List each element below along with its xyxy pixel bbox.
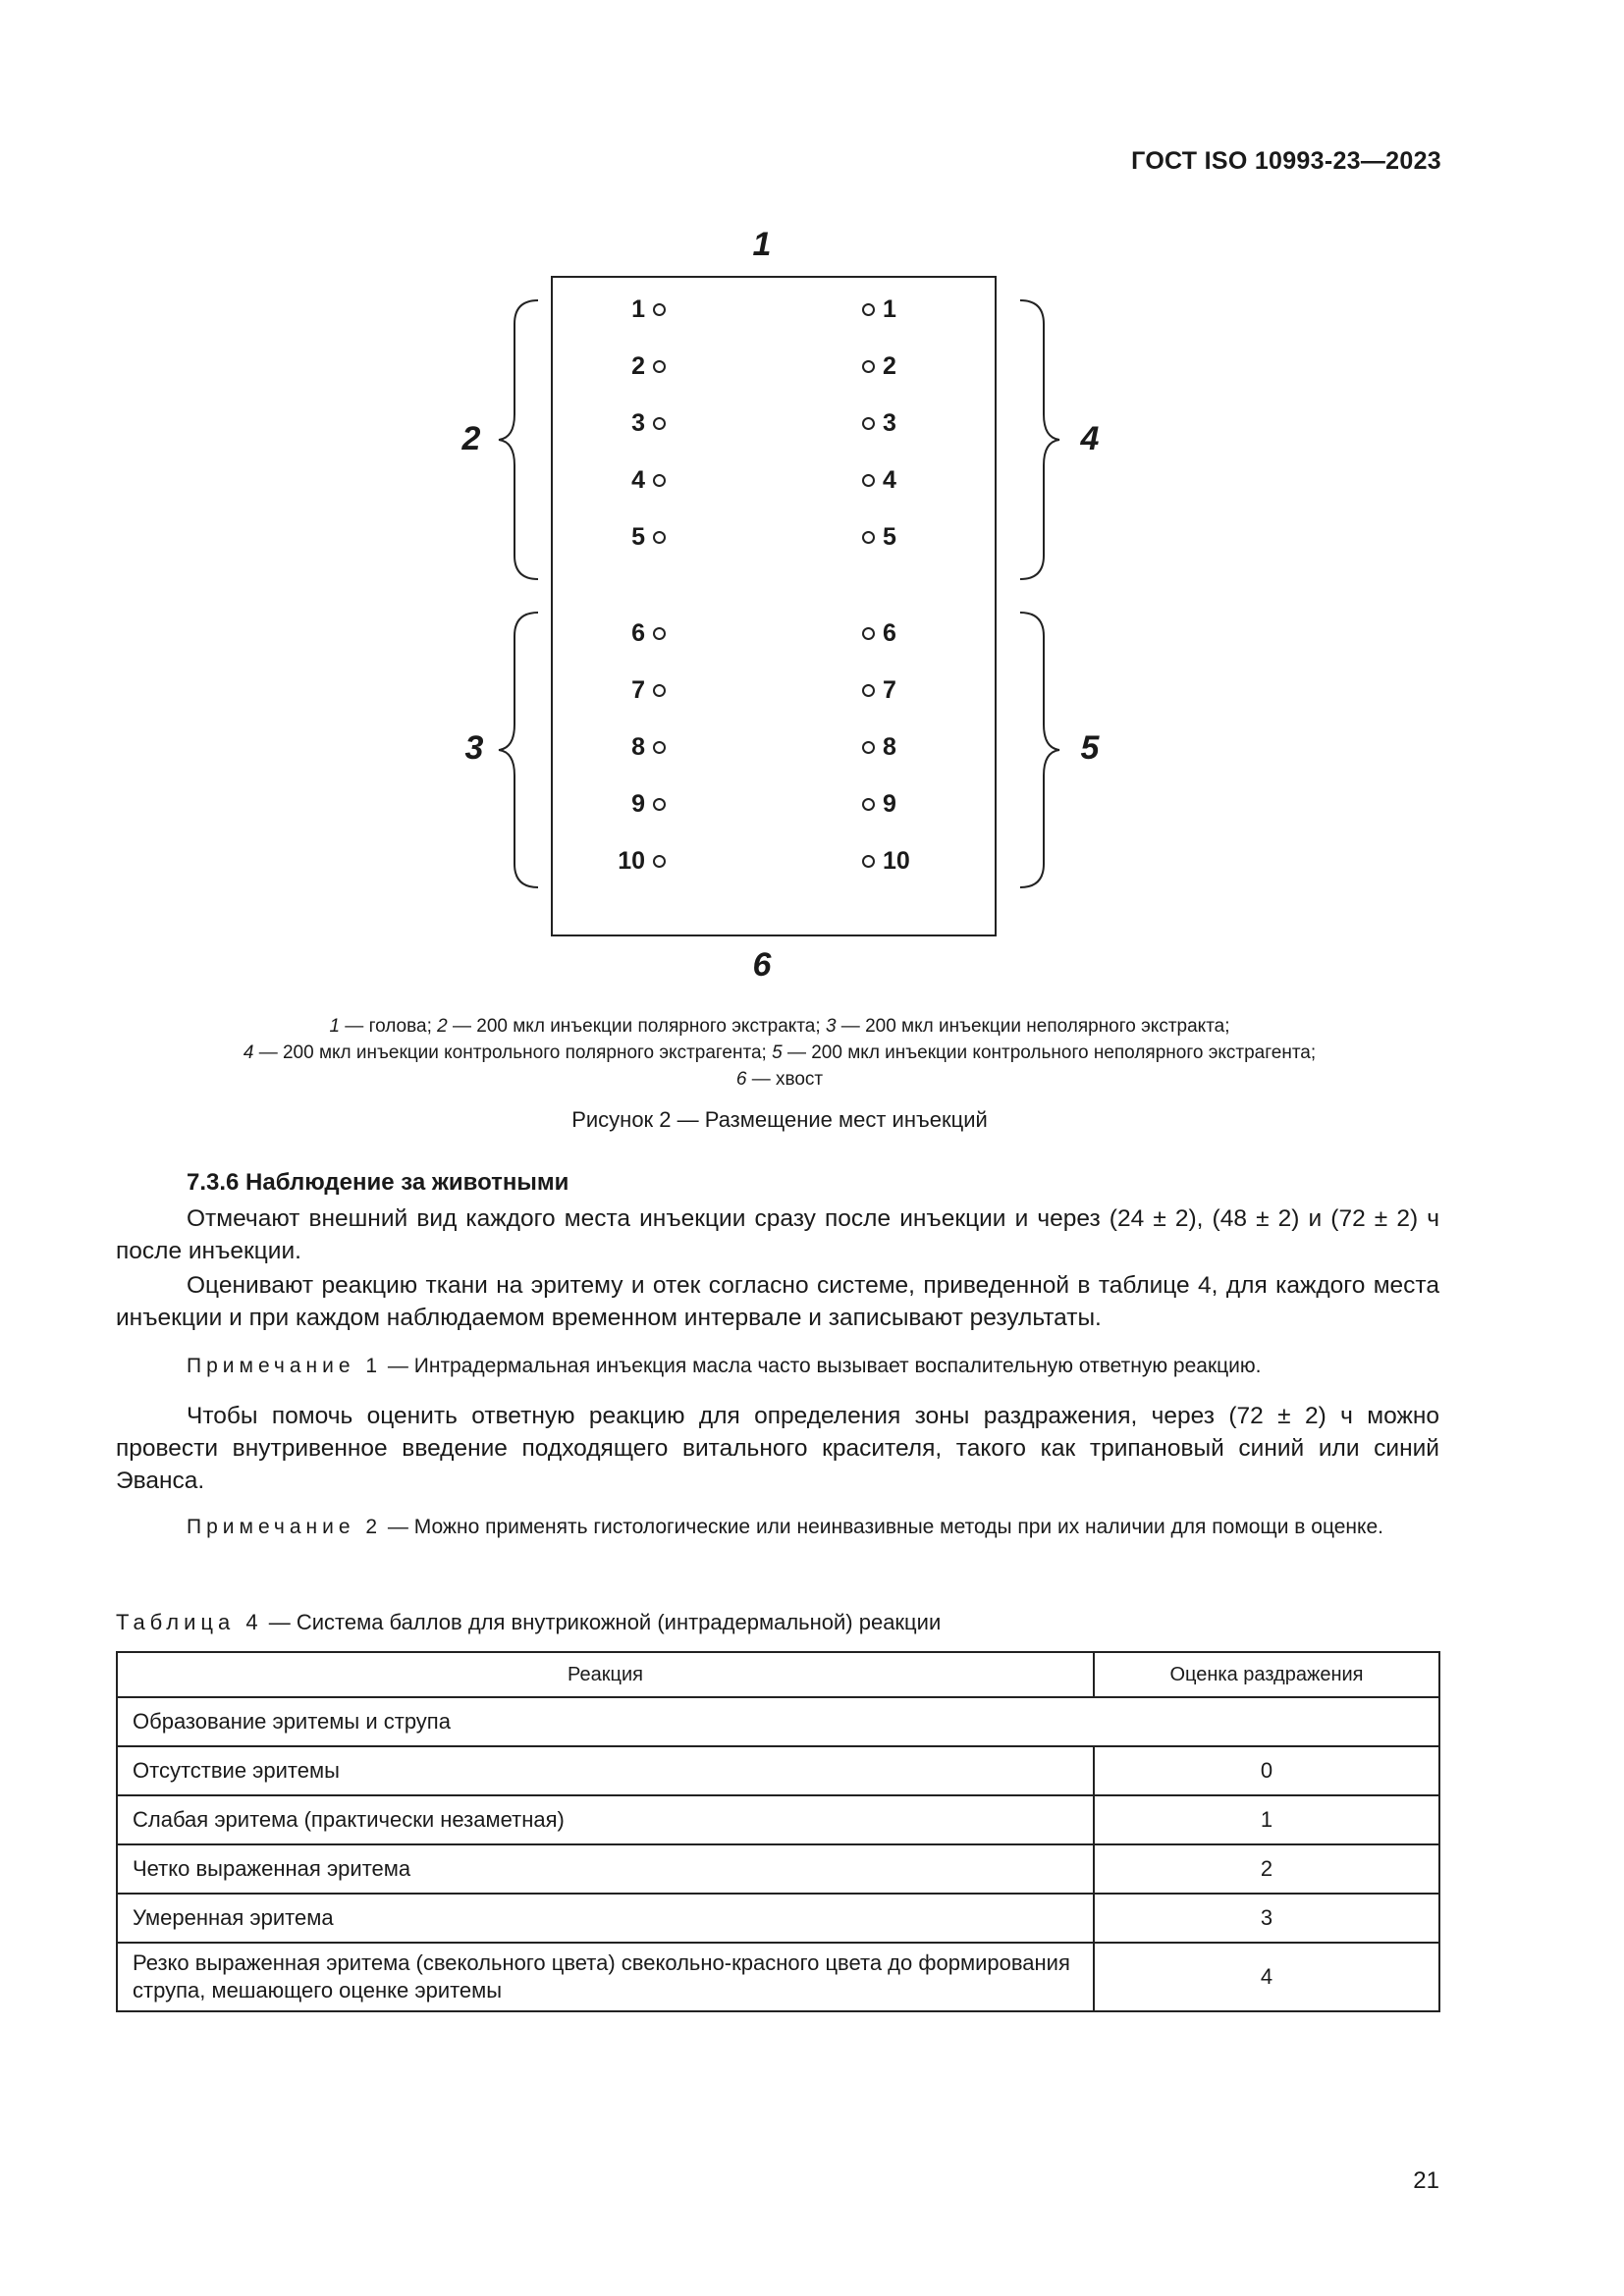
score-cell: 2: [1094, 1844, 1439, 1894]
site-number: 4: [883, 466, 896, 494]
figure-label-left-bottom: 3: [464, 729, 484, 767]
injection-site-figure: [0, 0, 1624, 982]
table-row: [117, 1943, 1439, 2011]
table-title-label: Таблица 4: [116, 1610, 263, 1634]
note-2: [116, 1513, 1439, 1542]
left-bottom-brace: [499, 613, 538, 887]
left-top-brace: [499, 300, 538, 579]
group-cell: Образование эритемы и струпа: [117, 1697, 1439, 1746]
legend-num: 6: [735, 1069, 747, 1090]
site-number: 2: [883, 352, 896, 380]
note-2-label: Примечание 2: [187, 1516, 383, 1538]
reaction-cell: Четко выраженная эритема: [117, 1844, 1094, 1894]
paragraph-observation: Отмечают внешний вид каждого места инъекции сразу после инъекции и через (24 ± 2), (48 ± 2) и (72 ± 2) ч после инъекции.: [116, 1205, 1439, 1264]
legend-num: 5: [772, 1042, 783, 1063]
site-number: 1: [883, 295, 896, 323]
figure-label-right-bottom: 5: [1080, 729, 1100, 767]
site-number: 3: [631, 409, 645, 437]
note-1-text: — Интрадермальная инъекция масла часто вызывает воспалительную ответную реакцию.: [382, 1355, 1262, 1377]
page-number: 21: [1413, 2167, 1439, 2194]
figure-label-right-top: 4: [1080, 420, 1100, 457]
table-row: [117, 1746, 1439, 1795]
irritation-score-table: [116, 1651, 1440, 2012]
right-top-brace: [1020, 300, 1059, 579]
figure-caption: Рисунок 2 — Размещение мест инъекций: [571, 1107, 988, 1132]
legend-text: — 200 мкл инъекции контрольного полярного экстрагента;: [253, 1042, 773, 1063]
score-cell: 3: [1094, 1894, 1439, 1943]
site-number: 8: [883, 733, 896, 761]
column-header-score: Оценка раздражения: [1094, 1652, 1439, 1697]
site-number: 9: [631, 790, 645, 818]
score-cell: 0: [1094, 1746, 1439, 1795]
legend-text: — 200 мкл инъекции неполярного экстракта;: [836, 1016, 1230, 1037]
figure-label-left-top: 2: [461, 420, 481, 457]
note-1: [116, 1352, 1439, 1381]
site-number: 5: [883, 523, 896, 551]
section-title: 7.3.6 Наблюдение за животными: [187, 1169, 569, 1196]
site-number: 8: [631, 733, 645, 761]
figure-label-tail: 6: [752, 946, 772, 984]
legend-text: — хвост: [746, 1069, 824, 1090]
column-header-reaction: Реакция: [117, 1652, 1094, 1697]
site-number: 1: [631, 295, 645, 323]
legend-num: 3: [825, 1016, 837, 1037]
grouping-braces: [0, 0, 1624, 982]
site-number: 9: [883, 790, 896, 818]
site-number: 6: [883, 619, 896, 647]
site-number: 5: [631, 523, 645, 551]
reaction-cell: Резко выраженная эритема (свекольного цвета) свекольно-красного цвета до формирования струпа, мешающего оценке эритемы: [117, 1943, 1094, 2011]
legend-text: — голова;: [340, 1016, 438, 1037]
site-number: 3: [883, 409, 896, 437]
site-number: 2: [631, 352, 645, 380]
table-row: [117, 1844, 1439, 1894]
note-1-label: Примечание 1: [187, 1355, 383, 1377]
legend-text: — 200 мкл инъекции контрольного неполярного экстрагента;: [782, 1042, 1317, 1063]
table-row: [117, 1894, 1439, 1943]
site-number: 7: [631, 676, 645, 704]
score-cell: 1: [1094, 1795, 1439, 1844]
site-number: 6: [631, 619, 645, 647]
document-header: ГОСТ ISO 10993-23—2023: [1131, 147, 1441, 175]
table-group-row: [117, 1697, 1439, 1746]
table-header-row: [117, 1652, 1439, 1697]
reaction-cell: Слабая эритема (практически незаметная): [117, 1795, 1094, 1844]
site-number: 10: [618, 847, 645, 875]
right-bottom-brace: [1020, 613, 1059, 887]
site-number: 10: [883, 847, 910, 875]
note-2-text: — Можно применять гистологические или неинвазивные методы при их наличии для помощи в оценке.: [382, 1516, 1383, 1538]
legend-num: 4: [243, 1042, 254, 1063]
legend-num: 2: [437, 1016, 448, 1037]
table-title: [116, 1610, 941, 1635]
table-row: [117, 1795, 1439, 1844]
legend-num: 1: [329, 1016, 341, 1037]
legend-text: — 200 мкл инъекции полярного экстракта;: [447, 1016, 826, 1037]
score-cell: 4: [1094, 1943, 1439, 2011]
paragraph-dye: Чтобы помочь оценить ответную реакцию для определения зоны раздражения, через (72 ± 2) ч можно провести внутривенное введение подходящего витального красителя, такого как трипановый синий или синий Эванса.: [116, 1403, 1439, 1494]
site-number: 7: [883, 676, 896, 704]
figure-label-head: 1: [752, 226, 772, 263]
table-title-text: — Система баллов для внутрикожной (интрадермальной) реакции: [262, 1610, 942, 1634]
reaction-cell: Отсутствие эритемы: [117, 1746, 1094, 1795]
reaction-cell: Умеренная эритема: [117, 1894, 1094, 1943]
paragraph-assessment: Оценивают реакцию ткани на эритему и отек согласно системе, приведенной в таблице 4, для каждого места инъекции и при каждом наблюдаемом временном интервале и записывают результаты.: [116, 1272, 1439, 1331]
site-number: 4: [631, 466, 645, 494]
figure-legend: [98, 1013, 1461, 1093]
